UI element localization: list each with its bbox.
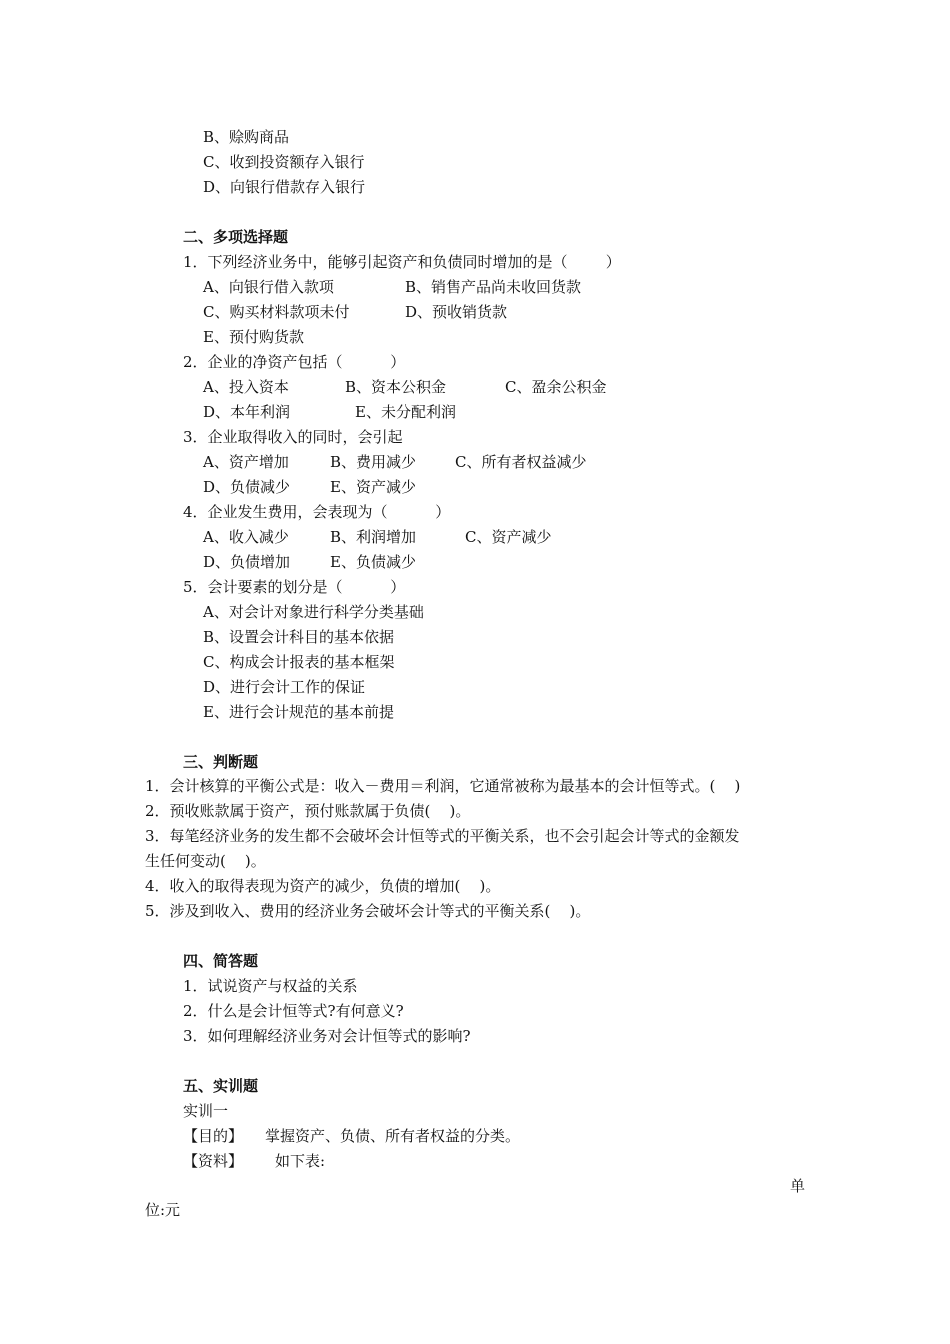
option-b: B、销售产品尚未收回货款 [405, 278, 582, 296]
question-text: 3．如何理解经济业务对会计恒等式的影响? [183, 1027, 471, 1045]
option-e: E、未分配利润 [355, 403, 456, 421]
option-d: D、预收销货款 [405, 303, 508, 321]
question-text: 3．企业取得收入的同时，会引起 [183, 428, 403, 446]
material-text: 如下表: [275, 1152, 326, 1170]
option-d: D、负债减少 [203, 478, 291, 496]
question-text: 1．试说资产与权益的关系 [183, 977, 358, 995]
option-e: E、负债减少 [330, 553, 416, 571]
unit-label-part2: 位:元 [145, 1201, 181, 1219]
option-b: B、设置会计科目的基本依据 [203, 628, 395, 646]
option-b: B、费用减少 [330, 453, 417, 471]
statement-item: 5．涉及到收入、费用的经济业务会破坏会计等式的平衡关系( )。 [145, 902, 591, 920]
option-d: D、本年利润 [203, 403, 291, 421]
option-b: B、利润增加 [330, 528, 417, 546]
statement-item: 2．预收账款属于资产，预付账款属于负债( )。 [145, 802, 471, 820]
section-heading-practical: 五、实训题 [183, 1077, 259, 1095]
question-text: 2．什么是会计恒等式?有何意义? [183, 1002, 404, 1020]
option-c: C、所有者权益减少 [455, 453, 587, 471]
option-e: E、预付购货款 [203, 328, 304, 346]
option-c: C、购买材料款项未付 [203, 303, 350, 321]
option-e: E、资产减少 [330, 478, 416, 496]
option-c: C、收到投资额存入银行 [203, 153, 365, 171]
question-text: 1．下列经济业务中，能够引起资产和负债同时增加的是（ ） [183, 253, 621, 271]
option-a: A、对会计对象进行科学分类基础 [203, 603, 424, 621]
practical-subtitle: 实训一 [183, 1102, 229, 1120]
purpose-label: 【目的】 [183, 1127, 244, 1145]
option-a: A、收入减少 [203, 528, 289, 546]
question-text: 4．企业发生费用，会表现为（ ） [183, 503, 451, 521]
option-c: C、资产减少 [465, 528, 552, 546]
option-a: A、向银行借入款项 [203, 278, 334, 296]
unit-label-part1: 单 [790, 1177, 806, 1195]
option-a: A、投入资本 [203, 378, 289, 396]
option-e: E、进行会计规范的基本前提 [203, 703, 394, 721]
option-a: A、资产增加 [203, 453, 289, 471]
option-b: B、赊购商品 [203, 128, 290, 146]
option-c: C、盈余公积金 [505, 378, 607, 396]
option-d: D、进行会计工作的保证 [203, 678, 366, 696]
statement-item-continued: 生任何变动( )。 [145, 852, 266, 870]
section-heading-multiple-choice: 二、多项选择题 [183, 228, 289, 246]
purpose-text: 掌握资产、负债、所有者权益的分类。 [265, 1127, 521, 1145]
question-text: 2．企业的净资产包括（ ） [183, 353, 406, 371]
question-text: 5．会计要素的划分是（ ） [183, 578, 406, 596]
option-b: B、资本公积金 [345, 378, 447, 396]
option-d: D、负债增加 [203, 553, 291, 571]
section-heading-true-false: 三、判断题 [183, 753, 259, 771]
material-label: 【资料】 [183, 1152, 244, 1170]
option-c: C、构成会计报表的基本框架 [203, 653, 395, 671]
option-d: D、向银行借款存入银行 [203, 178, 366, 196]
statement-item: 3．每笔经济业务的发生都不会破坏会计恒等式的平衡关系，也不会引起会计等式的金额发 [145, 827, 740, 845]
section-heading-short-answer: 四、简答题 [183, 952, 259, 970]
statement-item: 1．会计核算的平衡公式是：收入－费用＝利润，它通常被称为最基本的会计恒等式。( ) [145, 777, 741, 795]
statement-item: 4．收入的取得表现为资产的减少，负债的增加( )。 [145, 877, 501, 895]
